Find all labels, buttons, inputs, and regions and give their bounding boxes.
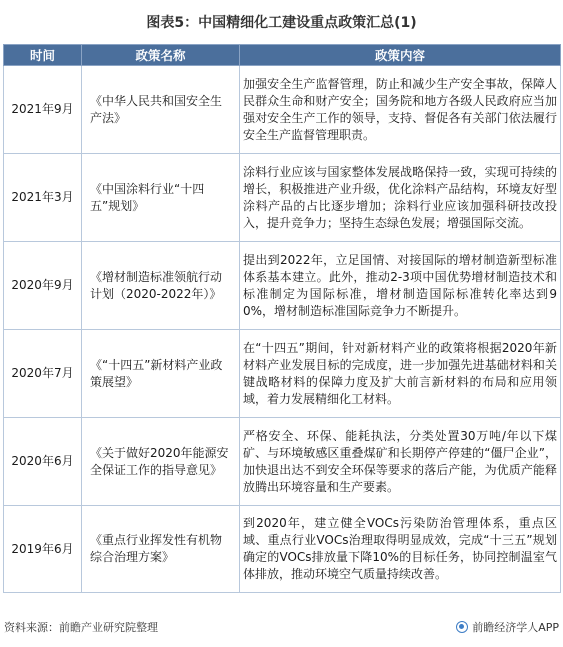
cell-content: 严格安全、环保、能耗执法，分类处置30万吨/年以下煤矿、与环境敏感区重叠煤矿和长期停产停建的“僵尸企业”，加快退出达不到安全环保等要求的落后产能，为优质产能释放腾出环境容量和生产要素。 bbox=[240, 418, 561, 506]
brand-label: 前瞻经济学人APP bbox=[472, 621, 559, 634]
cell-policy: 《重点行业挥发性有机物综合治理方案》 bbox=[82, 506, 240, 593]
table-row bbox=[4, 330, 561, 418]
cell-policy: 《增材制造标准领航行动计划（2020-2022年）》 bbox=[82, 242, 240, 330]
cell-content: 涂料行业应该与国家整体发展战略保持一致，实现可持续的增长，积极推进产业升级，优化涂料产品结构，环境友好型涂料产品的占比逐步增加；涂料行业应该加强科研技改投入，提升竞争力；坚持生态绿色发展；增强国际交流。 bbox=[240, 154, 561, 242]
brand-mark bbox=[456, 619, 559, 635]
cell-content: 在“十四五”期间，针对新材料产业的政策将根据2020年新材料产业发展目标的完成度，进一步加强先进基础材料和关键战略材料的保障力度及扩大前言新材料的布局和应用领域，着力发展精细化工材料。 bbox=[240, 330, 561, 418]
source-note: 资料来源：前瞻产业研究院整理 bbox=[4, 621, 158, 634]
cell-time: 2021年9月 bbox=[4, 66, 82, 154]
cell-time: 2019年6月 bbox=[4, 506, 82, 593]
cell-content: 到2020年，建立健全VOCs污染防治管理体系，重点区域、重点行业VOCs治理取得明显成效，完成“十三五”规划确定的VOCs排放量下降10%的目标任务，协同控制温室气体排放，推动环境空气质量持续改善。 bbox=[240, 506, 561, 593]
cell-time: 2020年7月 bbox=[4, 330, 82, 418]
cell-content: 提出到2022年，立足国情、对接国际的增材制造新型标准体系基本建立。此外，推动2-3项中国优势增材制造技术和标准制定为国际标准，增材制造国际标准转化率达到90%，增材制造标准国际竞争力不断提升。 bbox=[240, 242, 561, 330]
cell-policy: 《“十四五”新材料产业政策展望》 bbox=[82, 330, 240, 418]
table-row bbox=[4, 154, 561, 242]
header-content: 政策内容 bbox=[240, 45, 561, 66]
policy-table bbox=[3, 44, 561, 593]
qianzhan-logo-icon bbox=[456, 621, 468, 633]
header-policy: 政策名称 bbox=[82, 45, 240, 66]
table-row bbox=[4, 66, 561, 154]
cell-time: 2021年3月 bbox=[4, 154, 82, 242]
figure-title: 图表5：中国精细化工建设重点政策汇总(1) bbox=[146, 15, 417, 31]
cell-time: 2020年6月 bbox=[4, 418, 82, 506]
cell-time: 2020年9月 bbox=[4, 242, 82, 330]
table-header-row bbox=[4, 45, 561, 66]
header-time: 时间 bbox=[4, 45, 82, 66]
table-row bbox=[4, 242, 561, 330]
cell-content: 加强安全生产监督管理，防止和减少生产安全事故，保障人民群众生命和财产安全；国务院和地方各级人民政府应当加强对安全生产工作的领导，支持、督促各有关部门依法履行安全生产监督管理职责。 bbox=[240, 66, 561, 154]
table-row bbox=[4, 506, 561, 593]
cell-policy: 《关于做好2020年能源安全保证工作的指导意见》 bbox=[82, 418, 240, 506]
cell-policy: 《中国涂料行业“十四五”规划》 bbox=[82, 154, 240, 242]
cell-policy: 《中华人民共和国安全生产法》 bbox=[82, 66, 240, 154]
table-row bbox=[4, 418, 561, 506]
